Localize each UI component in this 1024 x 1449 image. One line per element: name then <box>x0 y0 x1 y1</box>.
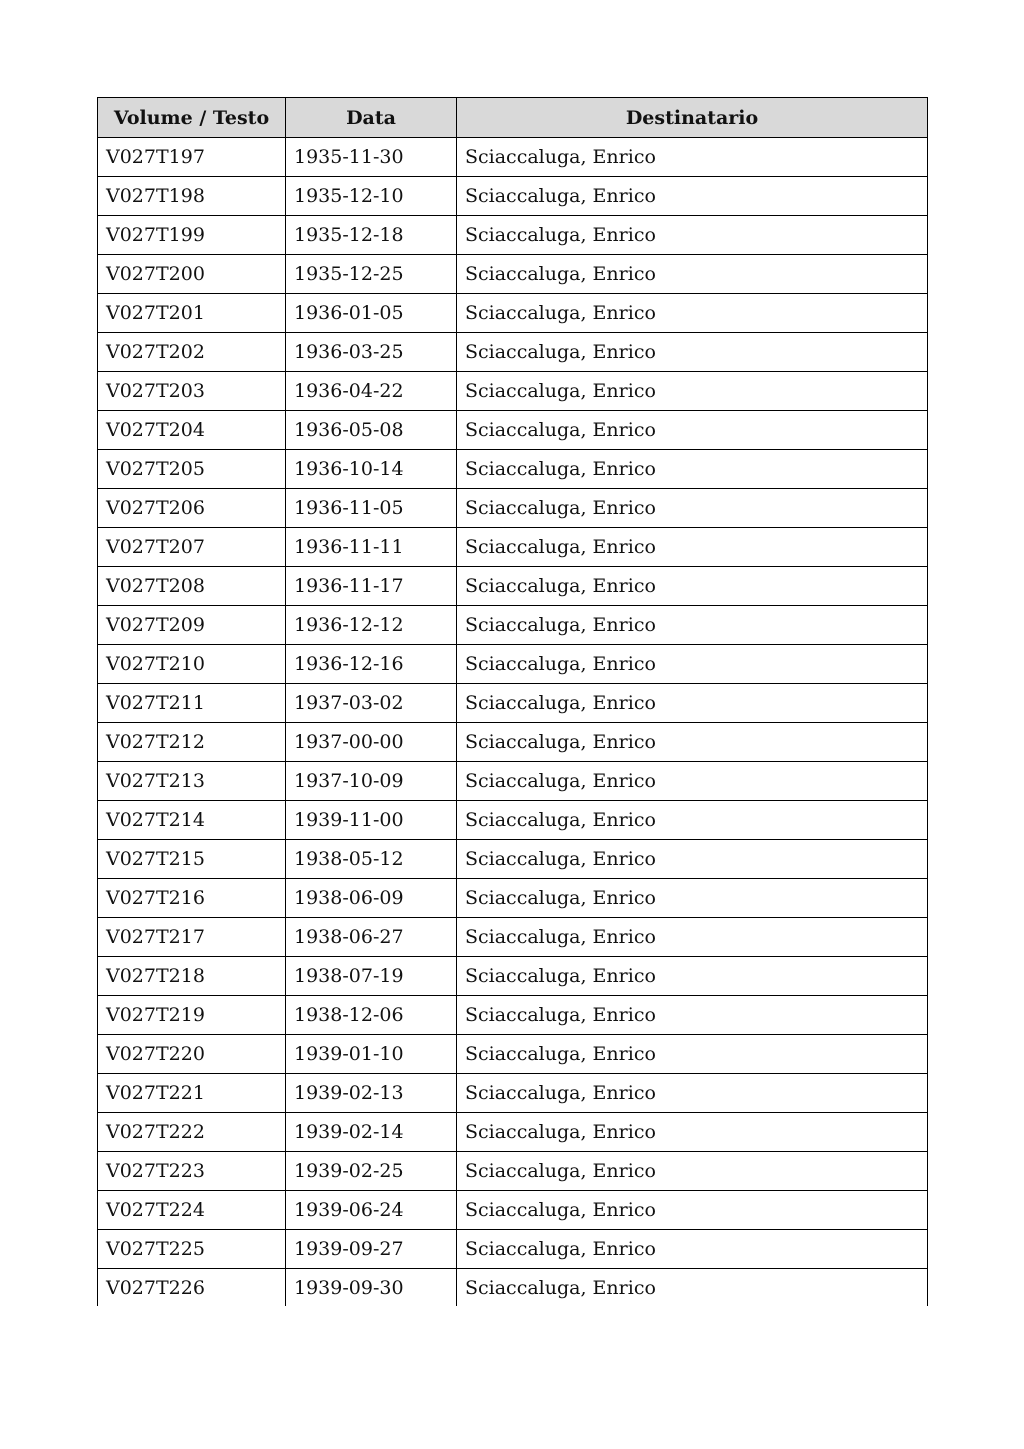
cell-date: 1936-04-22 <box>286 372 457 411</box>
cell-volume: V027T214 <box>98 801 286 840</box>
table-row <box>98 411 928 450</box>
cell-volume: V027T222 <box>98 1113 286 1152</box>
cell-volume: V027T215 <box>98 840 286 879</box>
table-row <box>98 723 928 762</box>
cell-recipient: Sciaccaluga, Enrico <box>457 801 928 840</box>
cell-date: 1939-09-27 <box>286 1230 457 1269</box>
cell-date: 1938-05-12 <box>286 840 457 879</box>
cell-date: 1937-03-02 <box>286 684 457 723</box>
cell-recipient: Sciaccaluga, Enrico <box>457 1152 928 1191</box>
cell-recipient: Sciaccaluga, Enrico <box>457 1230 928 1269</box>
cell-volume: V027T212 <box>98 723 286 762</box>
cell-recipient: Sciaccaluga, Enrico <box>457 450 928 489</box>
cell-recipient: Sciaccaluga, Enrico <box>457 684 928 723</box>
cell-date: 1939-02-25 <box>286 1152 457 1191</box>
cell-volume: V027T208 <box>98 567 286 606</box>
cell-date: 1939-02-14 <box>286 1113 457 1152</box>
table-row <box>98 879 928 918</box>
column-header-volume: Volume / Testo <box>98 98 286 138</box>
column-header-recipient: Destinatario <box>457 98 928 138</box>
cell-date: 1936-03-25 <box>286 333 457 372</box>
cell-volume: V027T200 <box>98 255 286 294</box>
cell-date: 1935-12-25 <box>286 255 457 294</box>
cell-volume: V027T224 <box>98 1191 286 1230</box>
cell-volume: V027T218 <box>98 957 286 996</box>
cell-date: 1936-11-05 <box>286 489 457 528</box>
cell-date: 1936-11-11 <box>286 528 457 567</box>
cell-recipient: Sciaccaluga, Enrico <box>457 840 928 879</box>
cell-volume: V027T209 <box>98 606 286 645</box>
cell-recipient: Sciaccaluga, Enrico <box>457 255 928 294</box>
table-row <box>98 138 928 177</box>
table-row <box>98 840 928 879</box>
cell-recipient: Sciaccaluga, Enrico <box>457 489 928 528</box>
cell-recipient: Sciaccaluga, Enrico <box>457 567 928 606</box>
cell-volume: V027T204 <box>98 411 286 450</box>
cell-date: 1936-10-14 <box>286 450 457 489</box>
cell-volume: V027T213 <box>98 762 286 801</box>
cell-date: 1936-12-16 <box>286 645 457 684</box>
cell-volume: V027T210 <box>98 645 286 684</box>
cell-date: 1935-11-30 <box>286 138 457 177</box>
cell-volume: V027T205 <box>98 450 286 489</box>
cell-recipient: Sciaccaluga, Enrico <box>457 333 928 372</box>
table-row <box>98 957 928 996</box>
table-row <box>98 567 928 606</box>
cell-volume: V027T219 <box>98 996 286 1035</box>
letters-table <box>97 97 928 1306</box>
table-row <box>98 1230 928 1269</box>
table-body <box>98 138 928 1307</box>
cell-date: 1937-00-00 <box>286 723 457 762</box>
table-row <box>98 1191 928 1230</box>
cell-recipient: Sciaccaluga, Enrico <box>457 762 928 801</box>
cell-date: 1939-01-10 <box>286 1035 457 1074</box>
cell-recipient: Sciaccaluga, Enrico <box>457 723 928 762</box>
table-row <box>98 918 928 957</box>
cell-recipient: Sciaccaluga, Enrico <box>457 216 928 255</box>
table-row <box>98 216 928 255</box>
table-row <box>98 177 928 216</box>
cell-volume: V027T217 <box>98 918 286 957</box>
cell-recipient: Sciaccaluga, Enrico <box>457 879 928 918</box>
cell-volume: V027T211 <box>98 684 286 723</box>
cell-recipient: Sciaccaluga, Enrico <box>457 996 928 1035</box>
cell-recipient: Sciaccaluga, Enrico <box>457 294 928 333</box>
cell-date: 1936-11-17 <box>286 567 457 606</box>
table-row <box>98 996 928 1035</box>
cell-recipient: Sciaccaluga, Enrico <box>457 1113 928 1152</box>
cell-volume: V027T216 <box>98 879 286 918</box>
cell-date: 1939-06-24 <box>286 1191 457 1230</box>
table-row <box>98 294 928 333</box>
cell-volume: V027T202 <box>98 333 286 372</box>
table-row <box>98 1152 928 1191</box>
cell-recipient: Sciaccaluga, Enrico <box>457 1074 928 1113</box>
table-header-row <box>98 98 928 138</box>
cell-volume: V027T201 <box>98 294 286 333</box>
table-row <box>98 606 928 645</box>
cell-recipient: Sciaccaluga, Enrico <box>457 177 928 216</box>
table-row <box>98 1269 928 1307</box>
cell-date: 1938-12-06 <box>286 996 457 1035</box>
cell-recipient: Sciaccaluga, Enrico <box>457 372 928 411</box>
cell-date: 1936-12-12 <box>286 606 457 645</box>
cell-date: 1936-01-05 <box>286 294 457 333</box>
column-header-date: Data <box>286 98 457 138</box>
cell-volume: V027T223 <box>98 1152 286 1191</box>
cell-volume: V027T203 <box>98 372 286 411</box>
table-row <box>98 801 928 840</box>
cell-volume: V027T226 <box>98 1269 286 1307</box>
table-row <box>98 333 928 372</box>
cell-recipient: Sciaccaluga, Enrico <box>457 411 928 450</box>
table-row <box>98 1113 928 1152</box>
cell-volume: V027T225 <box>98 1230 286 1269</box>
cell-recipient: Sciaccaluga, Enrico <box>457 1191 928 1230</box>
table-row <box>98 372 928 411</box>
cell-recipient: Sciaccaluga, Enrico <box>457 1035 928 1074</box>
cell-volume: V027T197 <box>98 138 286 177</box>
cell-date: 1939-11-00 <box>286 801 457 840</box>
cell-date: 1939-09-30 <box>286 1269 457 1307</box>
cell-volume: V027T220 <box>98 1035 286 1074</box>
cell-date: 1938-06-09 <box>286 879 457 918</box>
table-row <box>98 684 928 723</box>
cell-volume: V027T206 <box>98 489 286 528</box>
table-row <box>98 1074 928 1113</box>
cell-date: 1939-02-13 <box>286 1074 457 1113</box>
cell-recipient: Sciaccaluga, Enrico <box>457 645 928 684</box>
cell-recipient: Sciaccaluga, Enrico <box>457 528 928 567</box>
cell-volume: V027T221 <box>98 1074 286 1113</box>
cell-date: 1935-12-10 <box>286 177 457 216</box>
table-row <box>98 528 928 567</box>
cell-volume: V027T199 <box>98 216 286 255</box>
cell-date: 1938-06-27 <box>286 918 457 957</box>
table-row <box>98 489 928 528</box>
cell-volume: V027T198 <box>98 177 286 216</box>
cell-recipient: Sciaccaluga, Enrico <box>457 138 928 177</box>
cell-date: 1936-05-08 <box>286 411 457 450</box>
table-row <box>98 1035 928 1074</box>
cell-volume: V027T207 <box>98 528 286 567</box>
table-row <box>98 762 928 801</box>
cell-date: 1935-12-18 <box>286 216 457 255</box>
letters-table-container <box>97 97 927 1306</box>
table-row <box>98 645 928 684</box>
cell-date: 1938-07-19 <box>286 957 457 996</box>
table-row <box>98 450 928 489</box>
cell-recipient: Sciaccaluga, Enrico <box>457 957 928 996</box>
table-row <box>98 255 928 294</box>
cell-date: 1937-10-09 <box>286 762 457 801</box>
cell-recipient: Sciaccaluga, Enrico <box>457 606 928 645</box>
cell-recipient: Sciaccaluga, Enrico <box>457 918 928 957</box>
cell-recipient: Sciaccaluga, Enrico <box>457 1269 928 1307</box>
